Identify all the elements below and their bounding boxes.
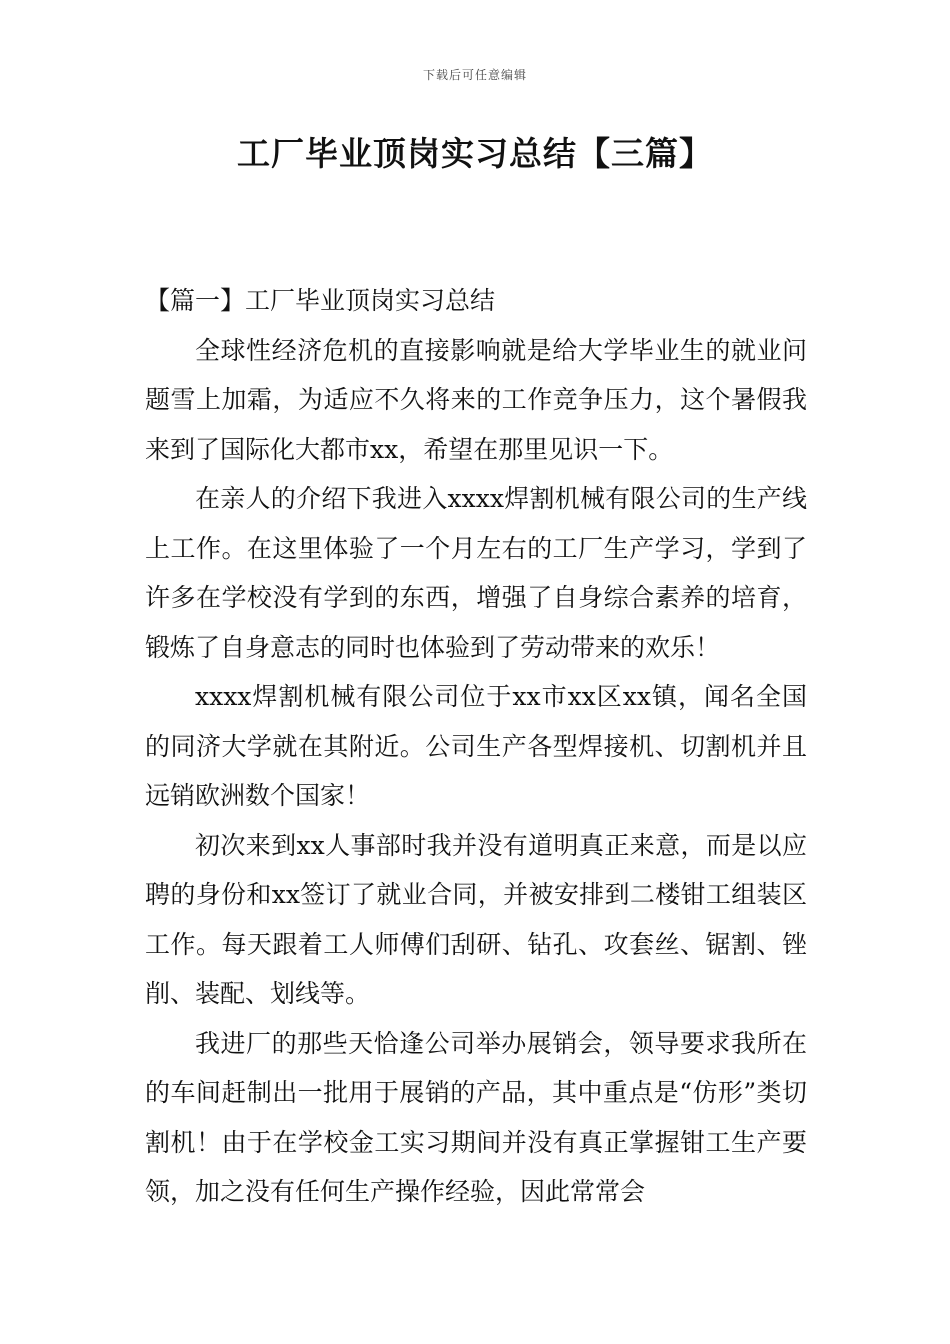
paragraph-3: xxxx焊割机械有限公司位于xx市xx区xx镇，闻名全国的同济大学就在其附近。公司生产各型焊接机、切割机并且远销欧洲数个国家！ — [145, 682, 807, 810]
paragraph-4: 初次来到xx人事部时我并没有道明真正来意，而是以应聘的身份和xx签订了就业合同，并被安排到二楼钳工组装区工作。每天跟着工人师傅们刮研、钻孔、攻套丝、锯割、锉削、装配、划线等。 — [145, 830, 807, 1008]
header-note: 下载后可任意编辑 — [422, 68, 527, 82]
document-title: 工厂毕业顶岗实习总结【三篇】 — [237, 134, 713, 173]
paragraph-5: 我进厂的那些天恰逢公司举办展销会，领导要求我所在的车间赶制出一批用于展销的产品，其中重点是“仿形”类切割机！由于在学校金工实习期间并没有真正掌握钳工生产要领，加之没有任何生产操作经验，因此常常会 — [145, 1028, 807, 1206]
paragraph-2: 在亲人的介绍下我进入xxxx焊割机械有限公司的生产线上工作。在这里体验了一个月左右的工厂生产学习，学到了许多在学校没有学到的东西，增强了自身综合素养的培育，锻炼了自身意志的同时也体验到了劳动带来的欢乐！ — [145, 484, 807, 662]
document-body — [145, 276, 807, 1217]
paragraph-1: 全球性经济危机的直接影响就是给大学毕业生的就业问题雪上加霜，为适应不久将来的工作竞争压力，这个暑假我来到了国际化大都市xx，希望在那里见识一下。 — [145, 335, 807, 464]
section-heading: 【篇一】工厂毕业顶岗实习总结 — [145, 286, 496, 315]
